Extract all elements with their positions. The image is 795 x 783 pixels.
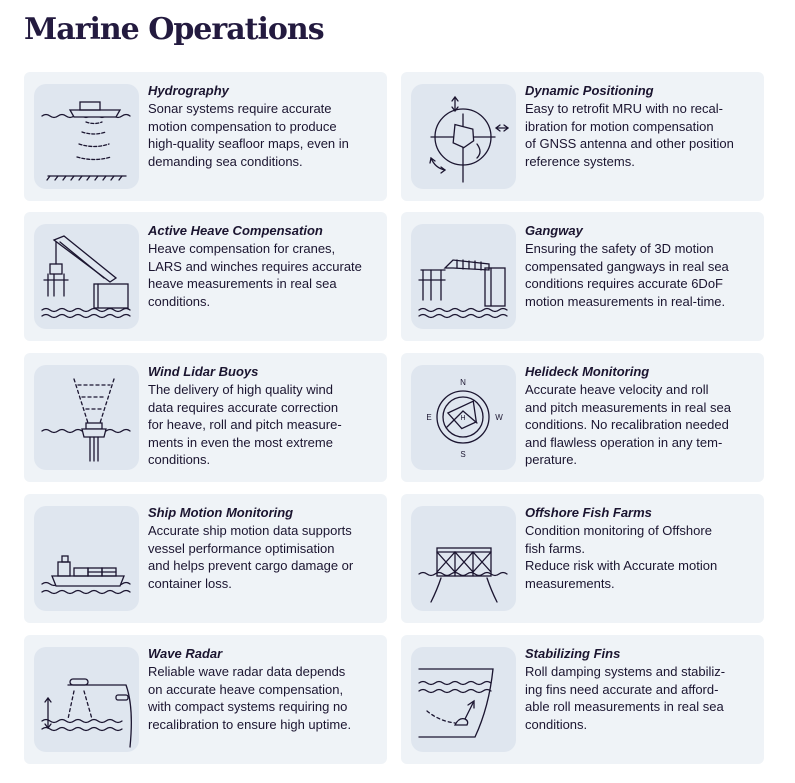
gangway-icon bbox=[411, 224, 516, 329]
card-wave-radar bbox=[24, 635, 387, 764]
card-description: Ensuring the safety of 3D motion compensated gangways in real sea conditions requires accurate 6DoF motion measurements in real-time. bbox=[525, 241, 729, 309]
card-description: Heave compensation for cranes, LARS and winches requires accurate heave measurements in real sea conditions. bbox=[148, 241, 362, 309]
card-offshore-fish-farms bbox=[401, 494, 764, 623]
card-dynamic-positioning bbox=[401, 72, 764, 201]
helideck-compass-icon bbox=[411, 365, 516, 470]
card-description: Easy to retrofit MRU with no recal- ibration for motion compensation of GNSS antenna and other position reference systems. bbox=[525, 101, 734, 169]
card-description: Accurate ship motion data supports vessel performance optimisation and helps prevent cargo damage or container loss. bbox=[148, 523, 354, 591]
card-title: Gangway bbox=[525, 223, 583, 238]
stabilizing-fin-icon bbox=[411, 647, 516, 752]
page-title: Marine Operations bbox=[24, 12, 324, 47]
helipad-h-label: H bbox=[460, 415, 466, 422]
card-gangway bbox=[401, 212, 764, 341]
card-title: Hydrography bbox=[148, 83, 229, 98]
card-title: Wave Radar bbox=[148, 646, 223, 661]
card-hydrography bbox=[24, 72, 387, 201]
card-stabilizing-fins bbox=[401, 635, 764, 764]
wave-radar-icon bbox=[34, 647, 139, 752]
card-description: Reliable wave radar data depends on accurate heave compensation, with compact systems requiring no recalibration to ensure high uptime. bbox=[148, 664, 352, 732]
card-description: Condition monitoring of Offshore fish farms. Reduce risk with Accurate motion measurements. bbox=[525, 523, 718, 591]
dynamic-positioning-icon bbox=[411, 84, 516, 189]
card-helideck-monitoring bbox=[401, 353, 764, 482]
card-description: The delivery of high quality wind data requires accurate correction for heave, roll and pitch measure- ments in even the most extreme conditions. bbox=[148, 382, 342, 467]
card-description: Roll damping systems and stabiliz- ing fins need accurate and afford- able roll measurements in real sea conditions. bbox=[525, 664, 726, 732]
card-active-heave-compensation bbox=[24, 212, 387, 341]
card-title: Dynamic Positioning bbox=[525, 83, 654, 98]
card-wind-lidar-buoys bbox=[24, 353, 387, 482]
card-title: Wind Lidar Buoys bbox=[148, 364, 259, 379]
card-title: Active Heave Compensation bbox=[148, 223, 323, 238]
card-ship-motion-monitoring bbox=[24, 494, 387, 623]
compass-south-label: S bbox=[460, 450, 466, 459]
compass-west-label: W bbox=[495, 413, 503, 422]
card-title: Helideck Monitoring bbox=[525, 364, 650, 379]
compass-north-label: N bbox=[460, 378, 466, 387]
cargo-ship-icon bbox=[34, 506, 139, 611]
card-title: Stabilizing Fins bbox=[525, 646, 621, 661]
card-title: Ship Motion Monitoring bbox=[148, 505, 294, 520]
card-description: Accurate heave velocity and roll and pitch measurements in real sea conditions. No recalibration needed and flawless operation in any tem- perature. bbox=[525, 382, 731, 467]
sonar-ship-icon bbox=[34, 84, 139, 189]
card-description: Sonar systems require accurate motion compensation to produce high-quality seafloor maps, even in demanding sea conditions. bbox=[148, 101, 349, 169]
fish-farm-icon bbox=[411, 506, 516, 611]
lidar-buoy-icon bbox=[34, 365, 139, 470]
crane-icon bbox=[34, 224, 139, 329]
card-title: Offshore Fish Farms bbox=[525, 505, 652, 520]
compass-east-label: E bbox=[426, 413, 432, 422]
